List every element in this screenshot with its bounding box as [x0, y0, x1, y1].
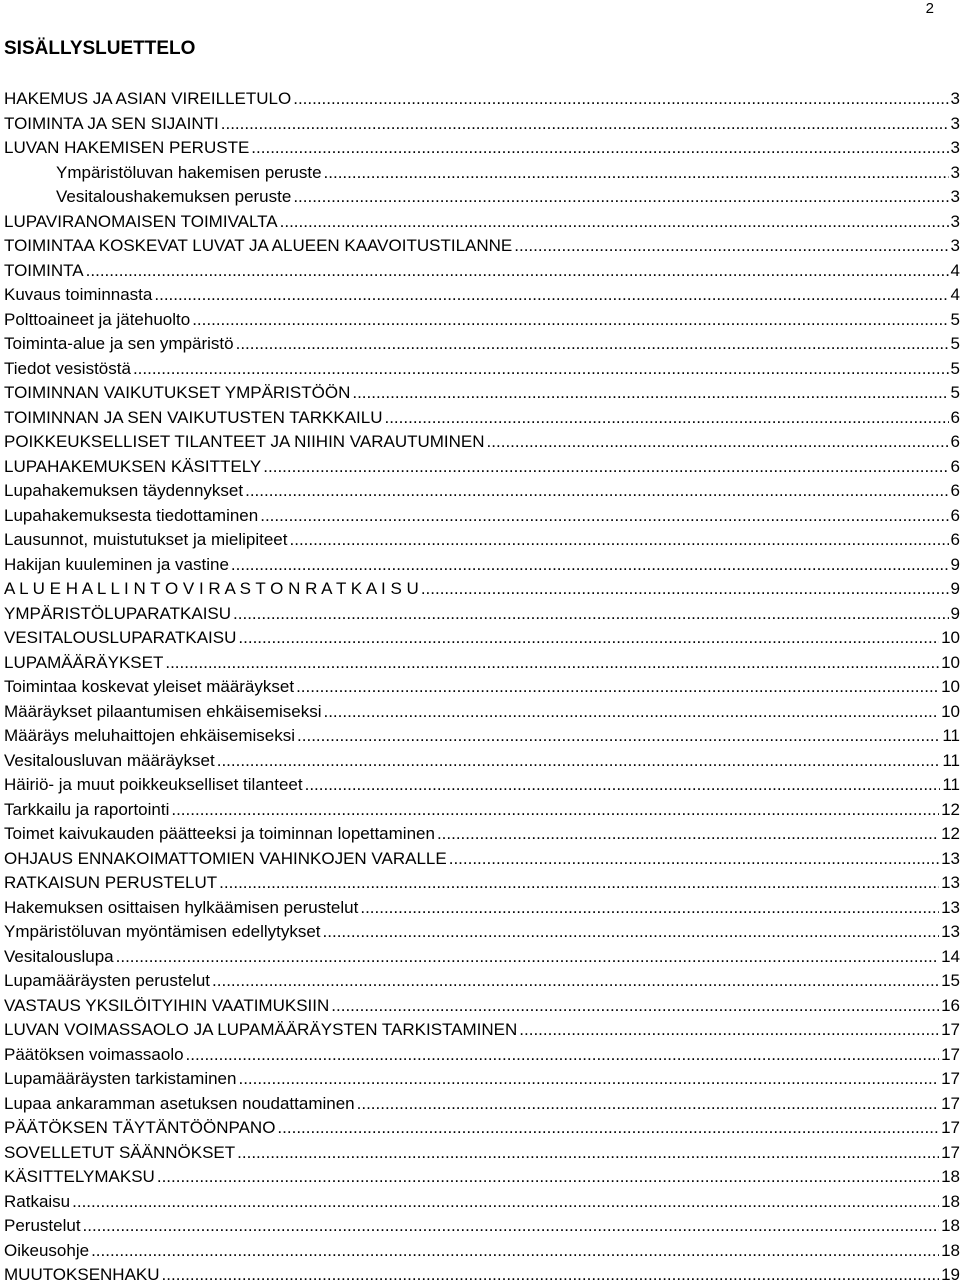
toc-dot-leader: [165, 651, 939, 676]
toc-entry-page-number: 10: [941, 677, 960, 696]
toc-entry-label: KÄSITTELYMAKSU: [4, 1167, 155, 1186]
toc-entry[interactable]: [4, 651, 960, 676]
toc-entry-label: Vesitalousluvan määräykset: [4, 750, 215, 770]
toc-entry-label: Toiminta-alue ja sen ympäristö: [4, 334, 234, 353]
toc-entry[interactable]: [4, 381, 960, 406]
toc-dot-leader: [171, 798, 939, 823]
toc-entry-page-number: 13: [941, 873, 960, 892]
toc-entry-page-number: 18: [941, 1167, 960, 1186]
toc-entry-page-number: 6: [950, 505, 960, 525]
toc-entry[interactable]: [4, 1214, 960, 1239]
toc-entry-page-number: 6: [950, 407, 960, 427]
toc-dot-leader: [323, 920, 940, 945]
toc-dot-leader: [237, 1141, 939, 1166]
toc-dot-leader: [133, 357, 949, 382]
toc-entry-label: PÄÄTÖKSEN TÄYTÄNTÖÖNPANO: [4, 1118, 276, 1137]
toc-dot-leader: [86, 259, 949, 284]
toc-dot-leader: [297, 724, 940, 749]
toc-entry[interactable]: [4, 577, 960, 602]
toc-entry-label: MUUTOKSENHAKU: [4, 1265, 160, 1284]
toc-entry[interactable]: [4, 283, 960, 308]
toc-entry-label: Ympäristöluvan myöntämisen edellytykset: [4, 922, 321, 941]
toc-entry[interactable]: [4, 112, 960, 137]
toc-entry[interactable]: [4, 1239, 960, 1264]
toc-entry-page-number: 17: [941, 1044, 960, 1064]
toc-entry-label: Lupamääräysten tarkistaminen: [4, 1069, 237, 1088]
toc-entry-label: Kuvaus toiminnasta: [4, 285, 153, 304]
toc-entry[interactable]: [4, 1263, 960, 1288]
toc-entry-label: TOIMINTA JA SEN SIJAINTI: [4, 113, 219, 133]
toc-entry[interactable]: [4, 1067, 960, 1092]
toc-entry-label: Tarkkailu ja raportointi: [4, 799, 170, 819]
toc-entry-page-number: 13: [941, 897, 960, 917]
toc-entry-page-number: 9: [950, 603, 960, 623]
toc-entry[interactable]: [4, 1043, 960, 1068]
toc-dot-leader: [217, 749, 941, 774]
toc-entry-label: Toimintaa koskevat yleiset määräykset: [4, 677, 295, 696]
toc-entry-label: LUPAHAKEMUKSEN KÄSITTELY: [4, 456, 262, 476]
toc-dot-leader: [238, 626, 939, 651]
toc-dot-leader: [293, 185, 948, 210]
toc-entry-label: Vesitalouslupa: [4, 946, 114, 966]
toc-entry-page-number: 5: [950, 334, 960, 353]
toc-dot-leader: [72, 1190, 939, 1215]
toc-entry-label: VASTAUS YKSILÖITYIHIN VAATIMUKSIIN: [4, 995, 330, 1015]
toc-entry-page-number: 6: [950, 456, 960, 476]
toc-entry-label: Lupahakemuksen täydennykset: [4, 481, 244, 500]
toc-entry[interactable]: [4, 1141, 960, 1166]
toc-entry-label: Toimet kaivukauden päätteeksi ja toiminnan lopettaminen: [4, 824, 435, 843]
toc-entry-page-number: 6: [950, 530, 960, 549]
toc-entry-label: TOIMINTA: [4, 260, 84, 280]
toc-entry-page-number: 9: [950, 579, 960, 598]
toc-dot-leader: [360, 896, 939, 921]
toc-dot-leader: [487, 430, 949, 455]
toc-entry[interactable]: [4, 1165, 960, 1190]
toc-dot-leader: [233, 602, 949, 627]
toc-entry[interactable]: [4, 994, 960, 1019]
toc-dot-leader: [221, 112, 949, 137]
toc-entry-page-number: 10: [941, 701, 960, 721]
toc-dot-leader: [296, 675, 939, 700]
toc-entry-page-number: 16: [941, 995, 960, 1015]
toc-entry-label: RATKAISUN PERUSTELUT: [4, 873, 218, 892]
toc-entry[interactable]: [4, 234, 960, 259]
toc-entry-label: Oikeusohje: [4, 1240, 90, 1260]
toc-entry[interactable]: [4, 161, 960, 186]
toc-entry-page-number: 17: [941, 1093, 960, 1113]
toc-dot-leader: [260, 504, 948, 529]
toc-entry-page-number: 6: [950, 481, 960, 500]
toc-dot-leader: [277, 1116, 939, 1141]
toc-dot-leader: [352, 381, 948, 406]
toc-entry[interactable]: [4, 1190, 960, 1215]
toc-entry[interactable]: [4, 798, 960, 823]
toc-dot-leader: [231, 553, 949, 578]
toc-entry-label: Ympäristöluvan hakemisen peruste: [56, 162, 322, 182]
toc-entry[interactable]: [4, 528, 960, 553]
toc-entry-page-number: 19: [941, 1265, 960, 1284]
toc-entry-label: VESITALOUSLUPARATKAISU: [4, 628, 237, 647]
toc-entry[interactable]: [4, 1116, 960, 1141]
toc-entry-page-number: 10: [941, 652, 960, 672]
toc-entry-page-number: 5: [950, 358, 960, 378]
toc-entry-label: TOIMINNAN JA SEN VAIKUTUSTEN TARKKAILU: [4, 407, 383, 427]
toc-entry[interactable]: [4, 136, 960, 161]
toc-dot-leader: [91, 1239, 939, 1264]
toc-entry-label: Tiedot vesistöstä: [4, 358, 131, 378]
toc-entry-label: YMPÄRISTÖLUPARATKAISU: [4, 603, 232, 623]
toc-entry[interactable]: [4, 479, 960, 504]
toc-entry-label: A L U E H A L L I N T O V I R A S T O N R A T K A I S U: [4, 579, 419, 598]
toc-entry-page-number: 11: [942, 726, 960, 745]
toc-entry-page-number: 18: [941, 1240, 960, 1260]
toc-dot-leader: [357, 1092, 939, 1117]
toc-entry[interactable]: [4, 87, 960, 112]
toc-dot-leader: [116, 945, 939, 970]
toc-entry[interactable]: [4, 822, 960, 847]
toc-entry-label: LUVAN VOIMASSAOLO JA LUPAMÄÄRÄYSTEN TARKISTAMINEN: [4, 1020, 518, 1039]
toc-entry[interactable]: [4, 1018, 960, 1043]
toc-entry-page-number: 14: [941, 946, 960, 966]
toc-entry-page-number: 12: [941, 824, 960, 843]
toc-entry[interactable]: [4, 1092, 960, 1117]
toc-dot-leader: [154, 283, 948, 308]
toc-dot-leader: [305, 773, 941, 798]
toc-entry-page-number: 13: [941, 922, 960, 941]
toc-entry-page-number: 5: [950, 383, 960, 402]
toc-entry[interactable]: [4, 553, 960, 578]
toc-entry[interactable]: [4, 308, 960, 333]
toc-entry-page-number: 3: [950, 162, 960, 182]
toc-entry[interactable]: [4, 724, 960, 749]
toc-entry-label: Häiriö- ja muut poikkeukselliset tilanteet: [4, 775, 303, 794]
toc-entry[interactable]: [4, 332, 960, 357]
toc-entry-label: OHJAUS ENNAKOIMATTOMIEN VAHINKOJEN VARALLE: [4, 848, 447, 868]
toc-dot-leader: [280, 210, 949, 235]
toc-entry-page-number: 17: [941, 1118, 960, 1137]
toc-dot-leader: [290, 528, 949, 553]
toc-entry-label: SOVELLETUT SÄÄNNÖKSET: [4, 1142, 236, 1162]
toc-entry-page-number: 4: [950, 285, 960, 304]
toc-dot-leader: [293, 87, 948, 112]
toc-dot-leader: [162, 1263, 940, 1288]
toc-dot-leader: [83, 1214, 940, 1239]
toc-entry-label: Vesitaloushakemuksen peruste: [56, 187, 292, 206]
toc-entry-label: Lupahakemuksesta tiedottaminen: [4, 505, 259, 525]
toc-dot-leader: [519, 1018, 939, 1043]
toc-entry-page-number: 3: [950, 138, 960, 157]
toc-entry-page-number: 17: [941, 1020, 960, 1039]
toc-entry[interactable]: [4, 210, 960, 235]
toc-dot-leader: [212, 969, 939, 994]
toc-dot-leader: [251, 136, 948, 161]
toc-entry-label: LUPAMÄÄRÄYKSET: [4, 652, 164, 672]
toc-dot-leader: [157, 1165, 939, 1190]
toc-dot-leader: [192, 308, 948, 333]
toc-entry[interactable]: [4, 504, 960, 529]
toc-dot-leader: [514, 234, 948, 259]
toc-entry-page-number: 17: [941, 1069, 960, 1088]
toc-entry-page-number: 10: [941, 628, 960, 647]
toc-entry-page-number: 18: [941, 1191, 960, 1211]
toc-entry-label: Lupamääräysten perustelut: [4, 971, 211, 990]
toc-entry-label: HAKEMUS JA ASIAN VIREILLETULO: [4, 89, 292, 108]
table-of-contents: [4, 87, 960, 1288]
toc-entry-label: POIKKEUKSELLISET TILANTEET JA NIIHIN VARAUTUMINEN: [4, 432, 485, 451]
toc-entry-label: Hakijan kuuleminen ja vastine: [4, 554, 229, 574]
toc-entry-label: Lausunnot, muistutukset ja mielipiteet: [4, 530, 288, 549]
toc-entry[interactable]: [4, 700, 960, 725]
toc-entry-label: Määräys meluhaittojen ehkäisemiseksi: [4, 726, 296, 745]
toc-entry[interactable]: [4, 626, 960, 651]
toc-entry[interactable]: [4, 675, 960, 700]
toc-entry-page-number: 11: [942, 750, 960, 770]
page-number: 2: [925, 0, 934, 17]
toc-entry[interactable]: [4, 847, 960, 872]
toc-entry-page-number: 4: [950, 260, 960, 280]
toc-dot-leader: [245, 479, 948, 504]
toc-dot-leader: [323, 700, 939, 725]
toc-entry-page-number: 5: [950, 309, 960, 329]
toc-entry-label: Polttoaineet ja jätehuolto: [4, 309, 191, 329]
toc-entry-page-number: 15: [941, 971, 960, 990]
toc-dot-leader: [331, 994, 939, 1019]
toc-dot-leader: [238, 1067, 939, 1092]
toc-dot-leader: [186, 1043, 940, 1068]
toc-entry-page-number: 9: [950, 554, 960, 574]
toc-entry[interactable]: [4, 871, 960, 896]
toc-entry[interactable]: [4, 969, 960, 994]
toc-entry[interactable]: [4, 749, 960, 774]
toc-title: SISÄLLYSLUETTELO: [4, 38, 196, 59]
toc-entry[interactable]: [4, 920, 960, 945]
toc-entry-page-number: 17: [941, 1142, 960, 1162]
toc-entry-label: LUVAN HAKEMISEN PERUSTE: [4, 138, 250, 157]
toc-entry-page-number: 12: [941, 799, 960, 819]
toc-entry-label: Päätöksen voimassaolo: [4, 1044, 184, 1064]
toc-dot-leader: [421, 577, 949, 602]
toc-dot-leader: [236, 332, 949, 357]
toc-entry-label: TOIMINNAN VAIKUTUKSET YMPÄRISTÖÖN: [4, 383, 351, 402]
toc-entry[interactable]: [4, 430, 960, 455]
toc-entry-page-number: 11: [942, 775, 960, 794]
toc-entry-label: Hakemuksen osittaisen hylkäämisen perustelut: [4, 897, 359, 917]
toc-entry-label: Lupaa ankaramman asetuksen noudattaminen: [4, 1093, 355, 1113]
toc-dot-leader: [324, 161, 949, 186]
toc-entry[interactable]: [4, 357, 960, 382]
toc-entry-page-number: 13: [941, 848, 960, 868]
toc-entry[interactable]: [4, 896, 960, 921]
toc-dot-leader: [449, 847, 939, 872]
toc-entry[interactable]: [4, 602, 960, 627]
toc-dot-leader: [384, 406, 948, 431]
toc-entry-page-number: 18: [941, 1216, 960, 1235]
toc-entry[interactable]: [4, 455, 960, 480]
toc-entry-page-number: 3: [950, 236, 960, 255]
toc-entry[interactable]: [4, 406, 960, 431]
toc-entry-page-number: 6: [950, 432, 960, 451]
toc-entry-label: LUPAVIRANOMAISEN TOIMIVALTA: [4, 211, 278, 231]
toc-entry-label: Määräykset pilaantumisen ehkäisemiseksi: [4, 701, 322, 721]
toc-entry[interactable]: [4, 259, 960, 284]
toc-entry-page-number: 3: [950, 187, 960, 206]
toc-dot-leader: [219, 871, 939, 896]
toc-entry[interactable]: [4, 945, 960, 970]
toc-entry-page-number: 3: [950, 211, 960, 231]
toc-entry-label: Ratkaisu: [4, 1191, 71, 1211]
toc-entry-label: Perustelut: [4, 1216, 81, 1235]
toc-entry[interactable]: [4, 185, 960, 210]
toc-entry-label: TOIMINTAA KOSKEVAT LUVAT JA ALUEEN KAAVOITUSTILANNE: [4, 236, 513, 255]
toc-entry-page-number: 3: [950, 113, 960, 133]
toc-entry-page-number: 3: [950, 89, 960, 108]
toc-dot-leader: [437, 822, 939, 847]
toc-entry[interactable]: [4, 773, 960, 798]
toc-dot-leader: [263, 455, 948, 480]
